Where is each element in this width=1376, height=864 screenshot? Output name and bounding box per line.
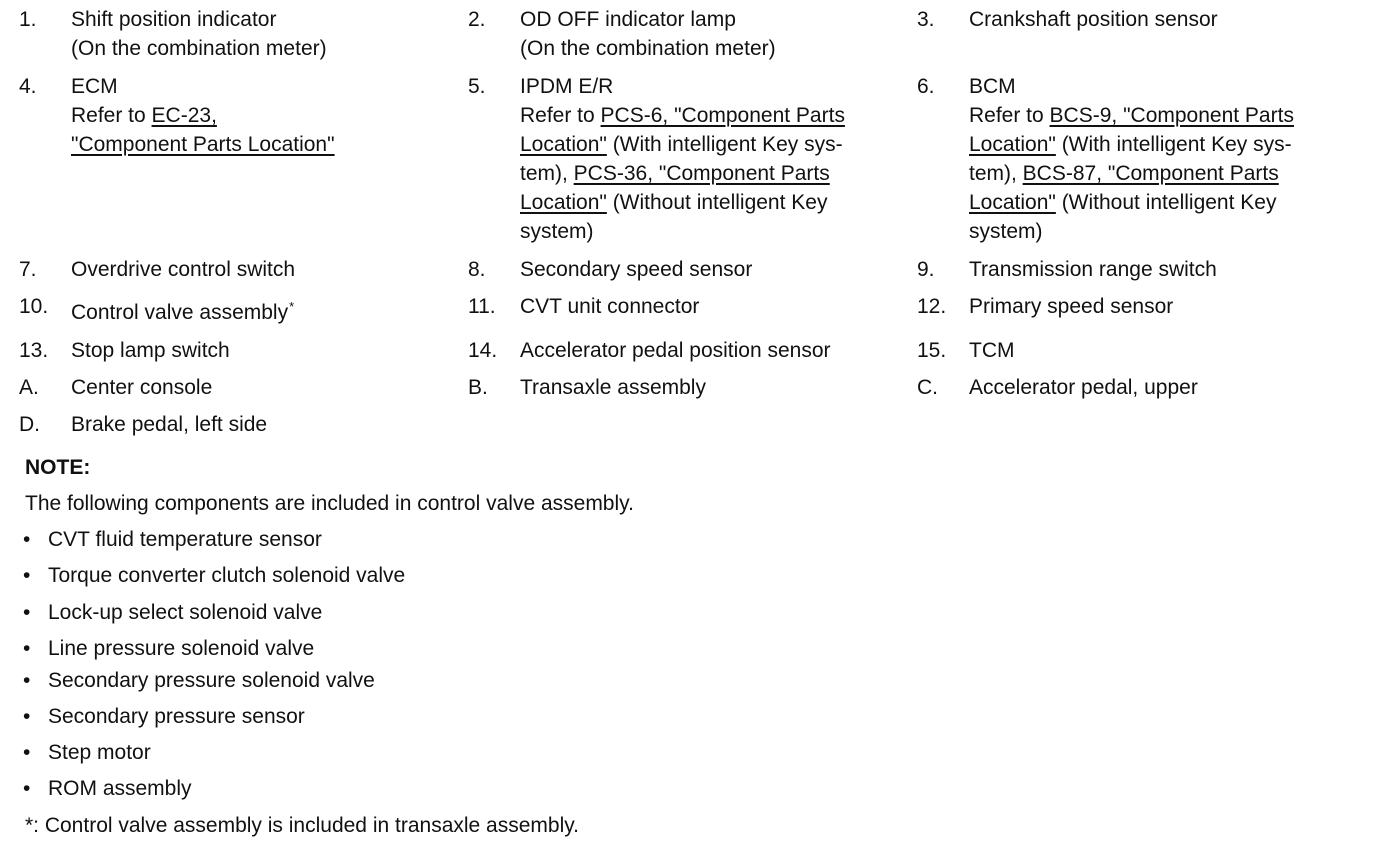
refer-text: tem), [520, 162, 574, 185]
item-label: Accelerator pedal position sensor [520, 339, 831, 362]
refer-text: (With intelligent Key sys- [1055, 133, 1292, 156]
item-label: Control valve assembly [71, 301, 289, 324]
item-number: 7. [19, 258, 37, 281]
bullet-text: CVT fluid temperature sensor [48, 528, 322, 551]
bullet-icon: • [23, 705, 31, 728]
reference-link[interactable]: PCS-6, "Component Parts [600, 104, 845, 127]
bullet-icon: • [23, 564, 31, 587]
item-number: 2. [468, 8, 486, 31]
reference-link[interactable]: PCS-36, "Component Parts [573, 162, 830, 185]
item-letter: D. [19, 413, 40, 436]
bullet-icon: • [23, 741, 31, 764]
reference-link[interactable]: Location" [520, 191, 607, 214]
reference-link[interactable]: Location" [969, 191, 1056, 214]
bullet-text: Step motor [48, 741, 151, 764]
item-label: Brake pedal, left side [71, 413, 268, 436]
bullet-text: ROM assembly [48, 777, 192, 800]
item-label: Center console [71, 376, 213, 399]
item-label: Transmission range switch [969, 258, 1217, 281]
reference-link[interactable]: BCS-9, "Component Parts [1049, 104, 1294, 127]
item-label: Crankshaft position sensor [969, 8, 1218, 31]
refer-text: system) [969, 220, 1043, 243]
refer-text: tem), [969, 162, 1023, 185]
refer-text: system) [520, 220, 594, 243]
item-number: 1. [19, 8, 37, 31]
item-number: 9. [917, 258, 935, 281]
note-title: NOTE: [25, 456, 91, 479]
item-label: Accelerator pedal, upper [969, 376, 1198, 399]
item-label: OD OFF indicator lamp [520, 8, 736, 31]
item-number: 13. [19, 339, 49, 362]
item-number: 12. [917, 295, 947, 318]
item-label: Shift position indicator [71, 8, 277, 31]
bullet-icon: • [23, 777, 31, 800]
item-number: 14. [468, 339, 498, 362]
footnote: *: Control valve assembly is included in transaxle assembly. [25, 814, 580, 837]
bullet-icon: • [23, 528, 31, 551]
item-label: Transaxle assembly [520, 376, 706, 399]
item-number: 4. [19, 75, 37, 98]
item-number: 5. [468, 75, 486, 98]
reference-link[interactable]: BCS-87, "Component Parts [1022, 162, 1279, 185]
bullet-text: Line pressure solenoid valve [48, 637, 315, 660]
item-label: ECM [71, 75, 118, 98]
item-number: 11. [468, 295, 496, 318]
bullet-text: Secondary pressure sensor [48, 705, 305, 728]
item-label: Overdrive control switch [71, 258, 296, 281]
bullet-icon: • [23, 637, 31, 660]
note-text: The following components are included in control valve assembly. [25, 492, 634, 515]
item-letter: B. [468, 376, 488, 399]
item-letter: C. [917, 376, 938, 399]
bullet-text: Lock-up select solenoid valve [48, 601, 323, 624]
item-letter: A. [19, 376, 39, 399]
bullet-icon: • [23, 669, 31, 692]
refer-text: Refer to [520, 104, 601, 127]
item-number: 6. [917, 75, 935, 98]
item-sublabel: (On the combination meter) [71, 37, 327, 60]
reference-link[interactable]: EC-23, [151, 104, 217, 127]
bullet-text: Torque converter clutch solenoid valve [48, 564, 406, 587]
item-label: TCM [969, 339, 1015, 362]
item-label: BCM [969, 75, 1016, 98]
item-label: Primary speed sensor [969, 295, 1174, 318]
reference-link[interactable]: "Component Parts Location" [71, 133, 335, 156]
reference-link[interactable]: Location" [969, 133, 1056, 156]
item-label: Secondary speed sensor [520, 258, 753, 281]
refer-text: (Without intelligent Key [1055, 191, 1277, 214]
item-number: 15. [917, 339, 947, 362]
item-label: IPDM E/R [520, 75, 614, 98]
item-label: Stop lamp switch [71, 339, 230, 362]
reference-link[interactable]: Location" [520, 133, 607, 156]
bullet-text: Secondary pressure solenoid valve [48, 669, 375, 692]
footnote-mark: * [289, 299, 295, 314]
refer-text: (With intelligent Key sys- [606, 133, 843, 156]
bullet-icon: • [23, 601, 31, 624]
refer-text: Refer to [969, 104, 1050, 127]
item-number: 3. [917, 8, 935, 31]
item-number: 8. [468, 258, 486, 281]
item-number: 10. [19, 295, 49, 318]
item-label: CVT unit connector [520, 295, 700, 318]
refer-text: Refer to [71, 104, 152, 127]
refer-text: (Without intelligent Key [606, 191, 828, 214]
item-sublabel: (On the combination meter) [520, 37, 776, 60]
